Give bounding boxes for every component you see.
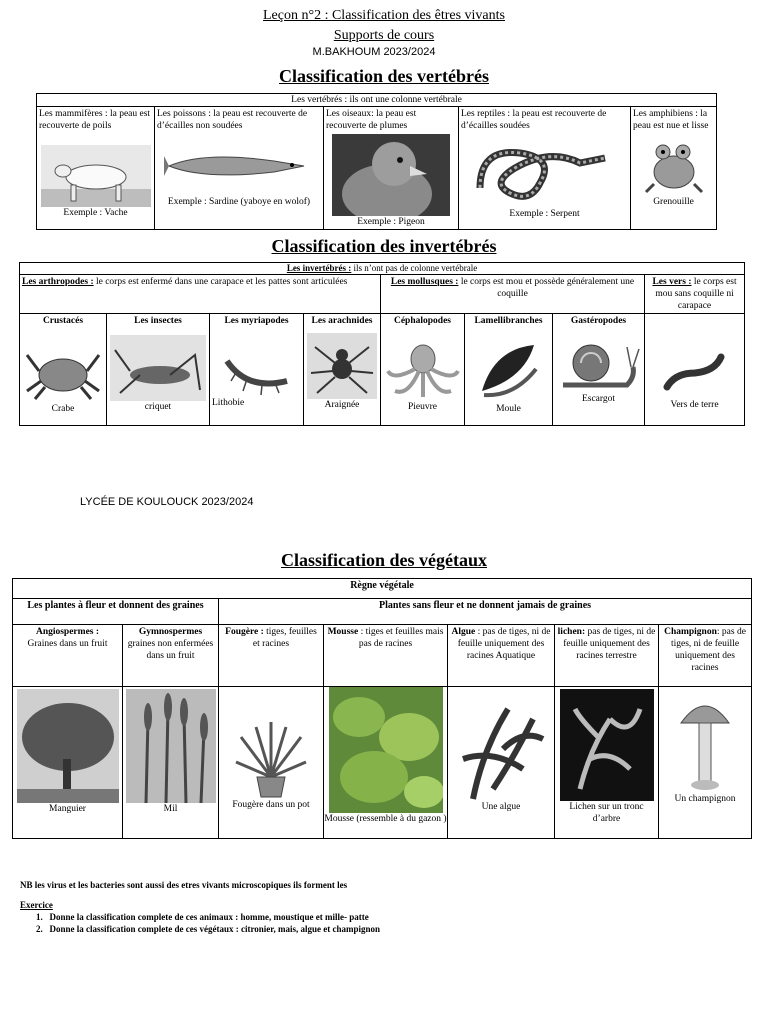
vertebre-fish-cell	[155, 107, 324, 230]
vertebre-desc: Les oiseaux: la peau est recouverte de plumes	[326, 109, 417, 131]
champignon-desc: Champignon: pas de tiges, ni de feuille uniquement des racines	[659, 625, 752, 687]
fougere-desc: Fougère : tiges, feuilles et racines	[219, 625, 324, 687]
centipede-image	[217, 341, 297, 397]
vertebre-reptile-cell	[459, 107, 631, 230]
snake-image	[470, 138, 620, 208]
vers-cell: Vers de terre	[645, 314, 745, 426]
vegetaux-heading: Classification des végétaux	[281, 550, 487, 570]
school-line: LYCÉE DE KOULOUCK 2023/2024	[80, 496, 254, 508]
vegetaux-banner: Règne végétale	[13, 579, 752, 599]
sardine-image	[164, 146, 314, 186]
millet-image	[126, 689, 216, 803]
author-line: M.BAKHOUM 2023/2024	[312, 46, 436, 58]
lesson-subtitle: Supports de cours	[333, 28, 435, 43]
vertebre-desc: Les reptiles : la peau est recouverte de d’écailles soudées	[461, 109, 607, 131]
arthropodes-group: Les arthropodes : le corps est enfermé dans une carapace et les pattes sont articulées	[20, 275, 381, 314]
gasteropodes-cell: Gastéropodes Escargot	[553, 314, 645, 426]
vertebre-desc: Les poissons : la peau est recouverte de d’écailles non soudées	[157, 109, 308, 131]
champignon-cell: Un champignon	[659, 687, 752, 839]
octopus-image	[383, 341, 463, 401]
frog-image	[641, 134, 707, 196]
vertebre-mammal-cell	[37, 107, 155, 230]
vertebre-example: Grenouille	[653, 197, 694, 207]
mousse-desc: Mousse : tiges et feuilles mais pas de racines	[324, 625, 448, 687]
invertebres-banner: Les invertébrés : ils n’ont pas de colonne vertébrale	[20, 263, 745, 275]
algue-cell: Une algue	[448, 687, 555, 839]
gymnospermes-desc: Gymnospermes graines non enfermées dans un fruit	[123, 625, 219, 687]
lesson-title: Leçon n°2 : Classification des êtres vivants	[263, 8, 505, 23]
mousse-cell: Mousse (ressemble à du gazon )	[324, 687, 448, 839]
crustaces-cell: Crustacés Crabe	[20, 314, 107, 426]
fern-image	[231, 717, 311, 799]
mollusques-group: Les mollusques : le corps est mou et possède généralement une coquille	[381, 275, 645, 314]
nb-note: NB les virus et les bacteries sont aussi des etres vivants microscopiques ils forment les	[20, 880, 348, 890]
arachnides-cell: Les arachnides Araignée	[304, 314, 381, 426]
vers-group: Les vers : le corps est mou sans coquille ni carapace	[645, 275, 745, 314]
algue-desc: Algue : pas de tiges, ni de feuille uniquement des racines Aquatique	[448, 625, 555, 687]
vertebre-example: Exemple : Sardine (yaboye en wolof)	[167, 197, 311, 207]
myriapodes-cell: Les myriapodes Lithobie	[210, 314, 304, 426]
vertebre-desc: Les amphibiens : la peau est nue et lisse	[633, 109, 709, 131]
vertebre-desc: Les mammifères : la peau est recouverte de poils	[39, 109, 151, 131]
invertebres-heading: Classification des invertébrés	[271, 236, 497, 256]
mussel-image	[474, 339, 544, 403]
lichen-cell: Lichen sur un tronc d’arbre	[555, 687, 659, 839]
plantes-fleur-group: Les plantes à fleur et donnent des graines	[13, 599, 219, 625]
exercise-title: Exercice	[20, 900, 53, 910]
pigeon-image	[332, 134, 450, 216]
vegetaux-table	[12, 578, 752, 839]
mushroom-image	[675, 693, 735, 793]
spider-image	[307, 333, 377, 399]
insectes-cell: Les insectes criquet	[107, 314, 210, 426]
vertebre-example: Exemple : Pigeon	[357, 217, 425, 227]
manguier-cell: Manguier	[13, 687, 123, 839]
plantes-sans-fleur-group: Plantes sans fleur et ne donnent jamais de graines	[219, 599, 752, 625]
vertebre-bird-cell	[324, 107, 459, 230]
vertebre-example: Exemple : Serpent	[509, 209, 580, 219]
lichen-desc: lichen: pas de tiges, ni de feuille uniquement des racines terrestre	[555, 625, 659, 687]
exercise-item: 2. Donne la classification complete de ces végétaux : citronier, mais, algue et champignon	[36, 924, 380, 934]
angiospermes-desc: Angiospermes : Graines dans un fruit	[13, 625, 123, 687]
vertebre-example: Exemple : Vache	[63, 208, 128, 218]
worm-image	[655, 343, 735, 399]
mango-tree-image	[17, 689, 119, 803]
cricket-image	[110, 335, 206, 401]
cephalopodes-cell: Céphalopodes Pieuvre	[381, 314, 465, 426]
snail-image	[557, 337, 641, 393]
seaweed-image	[453, 689, 549, 801]
lamellibranches-cell: Lamellibranches Moule	[465, 314, 553, 426]
vertebre-amphibian-cell	[631, 107, 717, 230]
vertebres-banner: Les vertébrés : ils ont une colonne vertébrale	[37, 94, 717, 107]
crab-image	[23, 341, 103, 403]
moss-image	[329, 687, 443, 813]
lichen-image	[560, 689, 654, 801]
mil-cell: Mil	[123, 687, 219, 839]
vertebres-heading: Classification des vertébrés	[279, 66, 489, 86]
cow-image	[41, 145, 151, 207]
exercise-item: 1. Donne la classification complete de ces animaux : homme, moustique et mille- patte	[36, 912, 369, 922]
fougere-cell: Fougère dans un pot	[219, 687, 324, 839]
vertebres-table	[36, 93, 717, 230]
invertebres-table	[19, 262, 745, 426]
